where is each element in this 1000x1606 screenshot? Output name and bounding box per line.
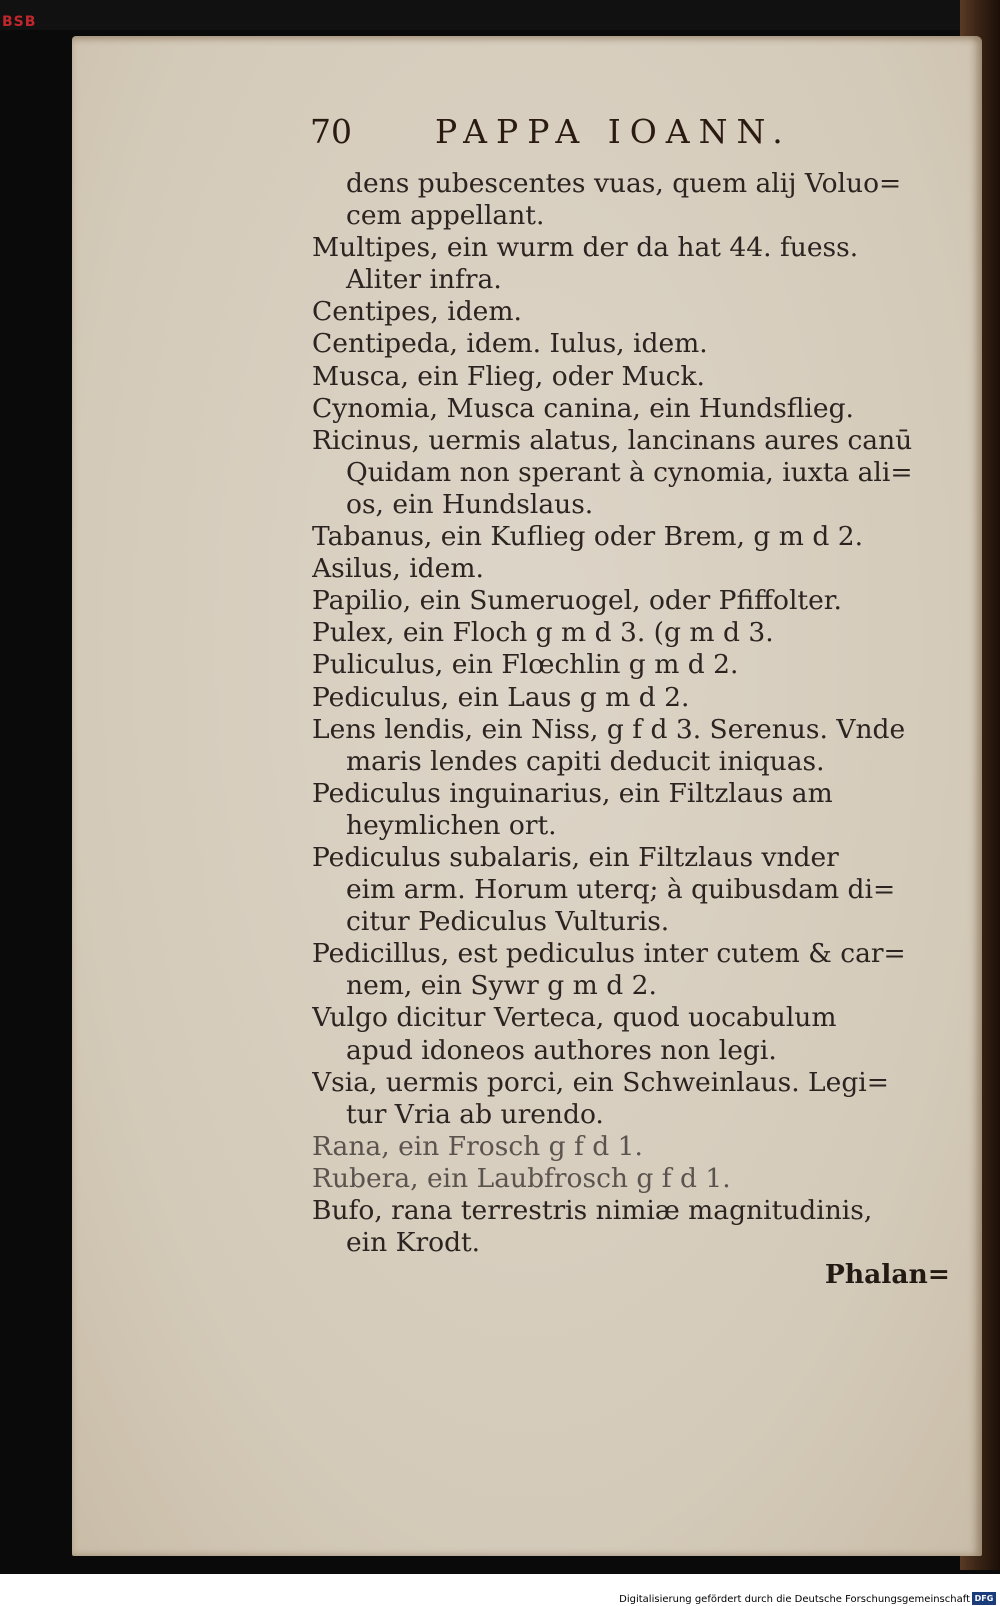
text-line: Pediculus subalaris, ein Filtzlaus vnder bbox=[312, 841, 839, 873]
text-line: maris lendes capiti deducit iniquas. bbox=[346, 745, 825, 777]
text-line: nem, ein Sywr g m d 2. bbox=[346, 970, 657, 1002]
text-line: dens pubescentes vuas, quem alij Voluo= bbox=[346, 168, 902, 199]
text-line: tur Vria ab urendo. bbox=[346, 1098, 604, 1130]
dfg-logo: DFG bbox=[972, 1592, 996, 1605]
text-line: Asilus, idem. bbox=[312, 553, 484, 585]
text-line: Papilio, ein Sumeruogel, oder Pfiffolter. bbox=[312, 585, 842, 617]
library-logo: BSB bbox=[2, 14, 37, 30]
text-line: Quidam non sperant à cynomia, iuxta ali= bbox=[346, 456, 913, 488]
text-line: Bufo, rana terrestris nimiæ magnitudinis, bbox=[312, 1195, 873, 1226]
text-line: Cynomia, Musca canina, ein Hundsflieg. bbox=[312, 392, 854, 424]
text-line: Pediculus, ein Laus g m d 2. bbox=[312, 681, 690, 713]
text-line: Vulgo dicitur Verteca, quod uocabulum bbox=[312, 1002, 837, 1034]
text-line: apud idoneos authores non legi. bbox=[346, 1034, 777, 1066]
text-line: Rubera, ein Laubfrosch g f d 1. bbox=[312, 1162, 731, 1194]
text-line: heymlichen ort. bbox=[346, 809, 557, 841]
text-line: Rana, ein Frosch g f d 1. bbox=[312, 1130, 643, 1162]
text-line: ein Krodt. bbox=[346, 1227, 481, 1259]
text-line: Multipes, ein wurm der da hat 44. fuess. bbox=[312, 232, 859, 264]
text-line: Vsia, uermis porci, ein Schweinlaus. Legi= bbox=[312, 1066, 889, 1098]
text-line: cem appellant. bbox=[346, 200, 545, 232]
text-line: Ricinus, uermis alatus, lancinans aures canū bbox=[312, 424, 913, 456]
text-line: Pulex, ein Floch g m d 3. (g m d 3. bbox=[312, 617, 774, 649]
text-line: Pedicillus, est pediculus inter cutem & car= bbox=[312, 938, 906, 970]
text-line: citur Pediculus Vulturis. bbox=[346, 906, 670, 938]
text-line: Pediculus inguinarius, ein Filtzlaus am bbox=[312, 777, 833, 809]
text-line: Aliter infra. bbox=[346, 264, 502, 296]
text-line: os, ein Hundslaus. bbox=[346, 488, 594, 520]
text-line: Centipeda, idem. Iulus, idem. bbox=[312, 328, 708, 360]
text-line: Phalan= bbox=[824, 1259, 950, 1291]
text-line: Tabanus, ein Kuflieg oder Brem, g m d 2. bbox=[312, 521, 864, 553]
page-text bbox=[312, 168, 962, 1291]
footer-credit: Digitalisierung gefördert durch die Deutsche Forschungsgemeinschaft bbox=[619, 1594, 970, 1605]
text-line: Puliculus, ein Flœchlin g m d 2. bbox=[312, 649, 739, 681]
text-line: eim arm. Horum uterq; à quibusdam di= bbox=[346, 874, 896, 906]
running-title: PAPPA IOANN. bbox=[435, 112, 792, 151]
text-line: Musca, ein Flieg, oder Muck. bbox=[312, 360, 705, 392]
text-line: Centipes, idem. bbox=[312, 296, 522, 328]
page-header bbox=[310, 112, 910, 152]
page-number: 70 bbox=[310, 112, 352, 151]
text-line: Lens lendis, ein Niss, g f d 3. Serenus. Vnde bbox=[312, 713, 906, 745]
scan-top-shadow bbox=[0, 0, 1000, 30]
